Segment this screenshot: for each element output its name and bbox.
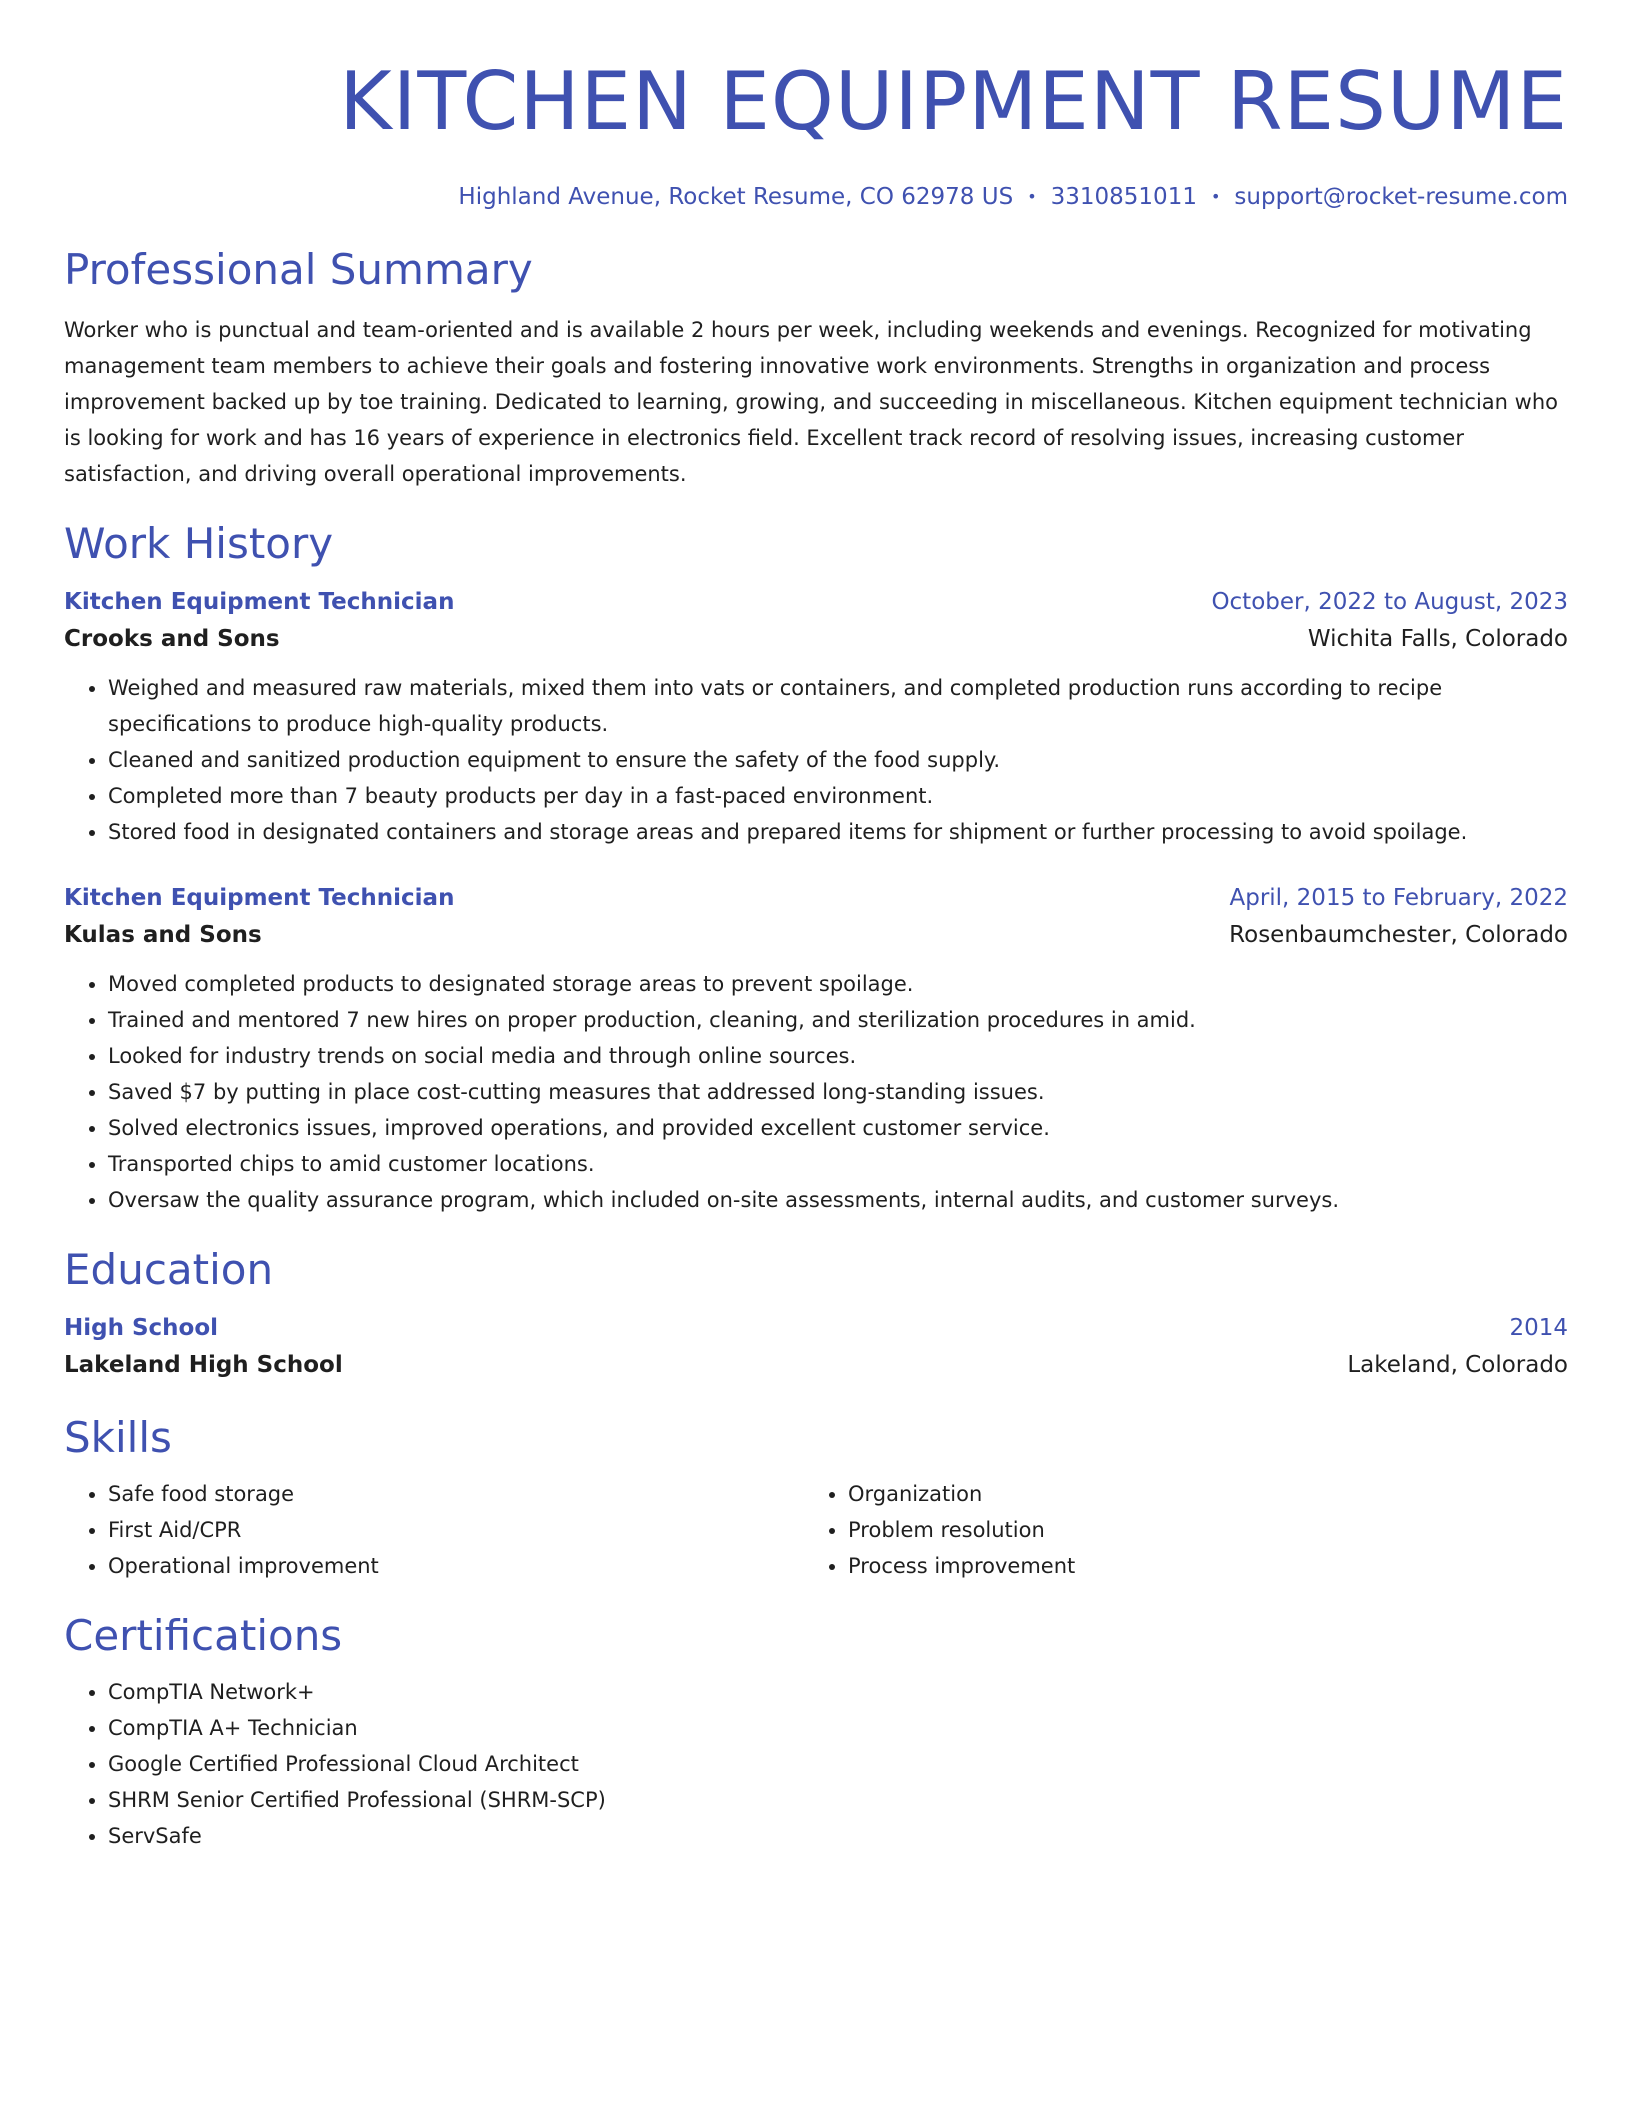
work-history-heading: Work History <box>64 519 334 568</box>
contact-separator: • <box>1210 187 1221 206</box>
job-bullets <box>64 966 1568 1218</box>
job-bullet: • Completed more than 7 beauty products per day in a fast-paced environment. <box>108 778 1568 814</box>
certification-item: • CompTIA Network+ <box>108 1674 1568 1710</box>
work-history-section <box>64 518 1568 1218</box>
contact-phone: 3310851011 <box>1050 184 1197 210</box>
skills-heading: Skills <box>64 1413 172 1462</box>
job-dates: April, 2015 to February, 2022 <box>1229 885 1568 911</box>
job-employer: Crooks and Sons <box>64 626 280 652</box>
contact-separator: • <box>1027 187 1037 206</box>
skills-grid <box>64 1476 1568 1584</box>
education-location: Lakeland, Colorado <box>1347 1352 1568 1378</box>
certification-item: • ServSafe <box>108 1818 1568 1854</box>
skill-item: • Organization <box>848 1476 1544 1512</box>
skill-item: • Safe food storage <box>108 1476 804 1512</box>
skill-item: • First Aid/CPR <box>108 1512 804 1548</box>
job-title: Kitchen Equipment Technician <box>64 589 455 615</box>
job-bullet: • Solved electronics issues, improved operations, and provided excellent customer service. <box>108 1110 1568 1146</box>
job-entry <box>64 584 1568 850</box>
skills-column-left <box>64 1476 804 1584</box>
job-bullet: • Stored food in designated containers and storage areas and prepared items for shipment or further processing to avoid spoilage. <box>108 814 1568 850</box>
job-bullet: • Trained and mentored 7 new hires on proper production, cleaning, and sterilization procedures in amid. <box>108 1002 1568 1038</box>
certifications-section <box>64 1610 1568 1854</box>
certifications-heading: Certifications <box>64 1611 343 1660</box>
skill-item: • Process improvement <box>848 1548 1544 1584</box>
job-entry <box>64 880 1568 1218</box>
certification-item: • SHRM Senior Certified Professional (SHRM-SCP) <box>108 1782 1568 1818</box>
education-year: 2014 <box>1509 1315 1568 1341</box>
job-title: Kitchen Equipment Technician <box>64 885 455 911</box>
job-location: Rosenbaumchester, Colorado <box>1229 922 1568 948</box>
job-dates: October, 2022 to August, 2023 <box>1211 589 1568 615</box>
skill-item: • Problem resolution <box>848 1512 1544 1548</box>
contact-line <box>64 182 1568 212</box>
job-bullet: • Cleaned and sanitized production equipment to ensure the safety of the food supply. <box>108 742 1568 778</box>
summary-heading: Professional Summary <box>64 245 533 294</box>
certification-item: • CompTIA A+ Technician <box>108 1710 1568 1746</box>
summary-text: Worker who is punctual and team-oriented and is available 2 hours per week, including weekends and evenings. Recognized for motivating management team members to achieve their goals and fostering innovative work environments. Strengths in organization and process improvement backed up by toe training. Dedicated to learning, growing, and succeeding in miscellaneous. Kitchen equipment technician who is looking for work and has 16 years of experience in electronics field. Excellent track record of resolving issues, increasing customer satisfaction, and driving overall operational improvements. <box>64 318 1558 486</box>
summary-section <box>64 244 1568 492</box>
skills-column-right <box>804 1476 1544 1584</box>
certification-item: • Google Certified Professional Cloud Architect <box>108 1746 1568 1782</box>
job-bullet: • Oversaw the quality assurance program, which included on-site assessments, internal audits, and customer surveys. <box>108 1182 1568 1218</box>
job-location: Wichita Falls, Colorado <box>1307 626 1568 652</box>
skill-item: • Operational improvement <box>108 1548 804 1584</box>
job-bullet: • Moved completed products to designated storage areas to prevent spoilage. <box>108 966 1568 1002</box>
education-school: Lakeland High School <box>64 1352 343 1378</box>
job-bullet: • Looked for industry trends on social media and through online sources. <box>108 1038 1568 1074</box>
contact-address: Highland Avenue, Rocket Resume, CO 62978 US <box>458 184 1014 210</box>
job-bullet: • Saved $7 by putting in place cost-cutting measures that addressed long-standing issues. <box>108 1074 1568 1110</box>
job-bullet: • Weighed and measured raw materials, mixed them into vats or containers, and completed production runs according to recipe specifications to produce high-quality products. <box>108 670 1568 742</box>
contact-email: support@rocket-resume.com <box>1234 184 1568 210</box>
education-entry <box>64 1310 1568 1384</box>
education-heading: Education <box>64 1245 274 1294</box>
certifications-list <box>64 1674 1568 1854</box>
skills-section <box>64 1412 1568 1584</box>
job-bullets <box>64 670 1568 850</box>
job-bullet: • Transported chips to amid customer locations. <box>108 1146 1568 1182</box>
resume-name: KITCHEN EQUIPMENT RESUME <box>339 55 1568 148</box>
job-employer: Kulas and Sons <box>64 922 262 948</box>
education-degree: High School <box>64 1315 219 1341</box>
education-section <box>64 1244 1568 1384</box>
